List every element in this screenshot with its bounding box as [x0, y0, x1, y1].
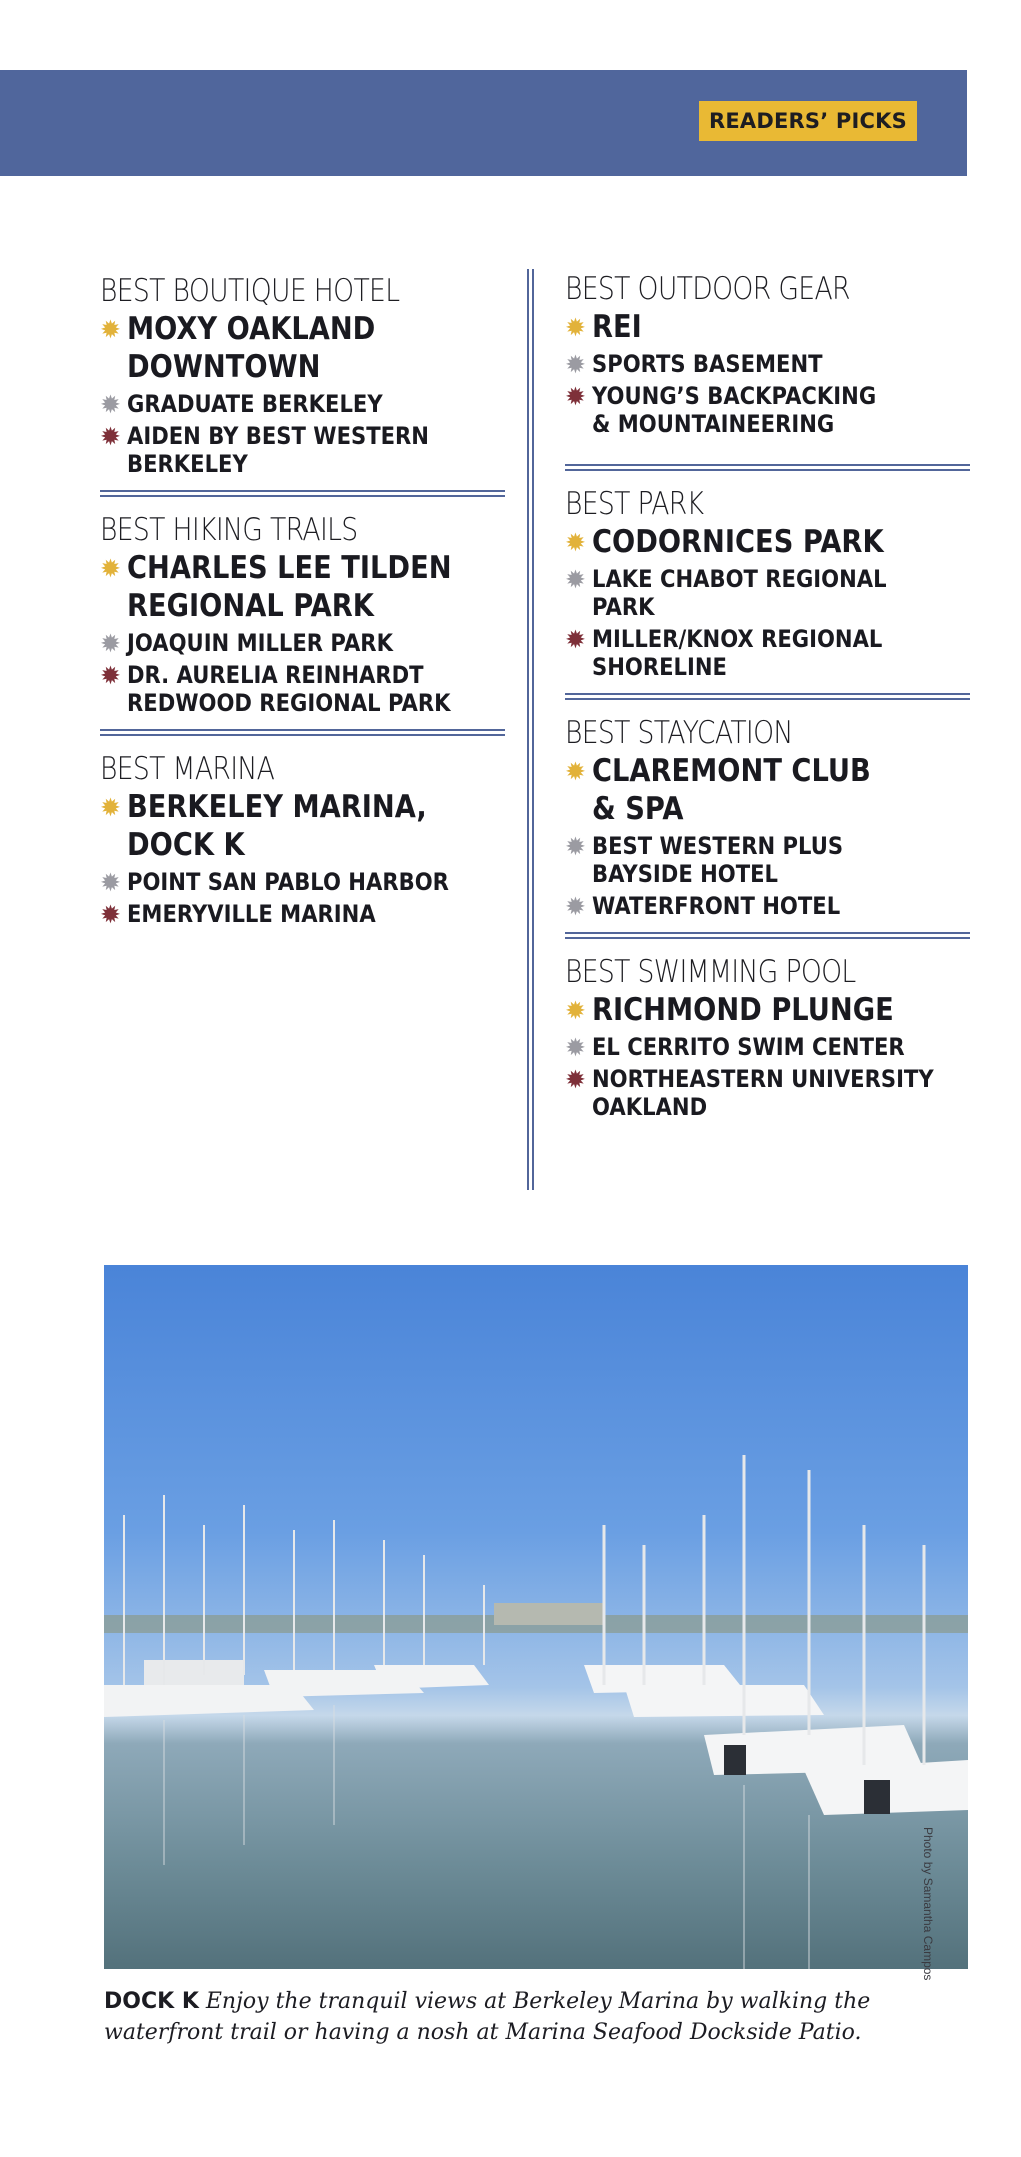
readers-picks-badge: READERS’ PICKS [699, 101, 917, 141]
winner-bronze: ✹ MILLER/KNOX REGIONAL SHORELINE [565, 625, 883, 681]
photo-caption [104, 1986, 966, 2048]
bronze-star-icon: ✹ [100, 661, 121, 690]
divider [565, 693, 970, 700]
category-title: BEST STAYCATION [565, 715, 793, 751]
silver-star-icon: ✹ [565, 1033, 586, 1062]
gold-star-icon: ✹ [565, 313, 586, 342]
winner-silver-second: ✹ WATERFRONT HOTEL [565, 892, 841, 921]
category-title: BEST OUTDOOR GEAR [565, 271, 850, 307]
bronze-star-icon: ✹ [100, 900, 121, 929]
caption-lead: DOCK K [104, 1989, 199, 2014]
bronze-star-icon: ✹ [565, 625, 586, 654]
divider [100, 729, 505, 736]
winner-gold: ✹ CHARLES LEE TILDEN REGIONAL PARK [100, 550, 452, 624]
winner-silver: ✹ POINT SAN PABLO HARBOR [100, 868, 449, 897]
category-title: BEST BOUTIQUE HOTEL [100, 273, 400, 309]
silver-star-icon: ✹ [100, 868, 121, 897]
gold-star-icon: ✹ [100, 554, 121, 583]
silver-star-icon: ✹ [565, 565, 586, 594]
marina-photo [104, 1265, 968, 1969]
winner-gold: ✹ BERKELEY MARINA, DOCK K [100, 789, 427, 863]
category-title: BEST HIKING TRAILS [100, 512, 358, 548]
category-title: BEST SWIMMING POOL [565, 954, 856, 990]
silver-star-icon: ✹ [100, 629, 121, 658]
divider [565, 464, 970, 471]
gold-star-icon: ✹ [565, 757, 586, 786]
divider [565, 932, 970, 939]
bronze-star-icon: ✹ [100, 422, 121, 451]
category-title: BEST PARK [565, 486, 704, 522]
marina-photo-illustration [104, 1265, 968, 1969]
category-hiking-trails [100, 511, 505, 729]
gold-star-icon: ✹ [100, 793, 121, 822]
category-boutique-hotel [100, 272, 505, 490]
category-swimming-pool [565, 953, 970, 1133]
category-outdoor-gear [565, 270, 970, 450]
winner-silver: ✹ SPORTS BASEMENT [565, 350, 823, 379]
winner-silver: ✹ GRADUATE BERKELEY [100, 390, 383, 419]
winner-bronze: ✹ NORTHEASTERN UNIVERSITY OAKLAND [565, 1065, 934, 1121]
winner-gold: ✹ REI [565, 309, 642, 345]
winner-silver: ✹ EL CERRITO SWIM CENTER [565, 1033, 905, 1062]
gold-star-icon: ✹ [565, 996, 586, 1025]
gold-star-icon: ✹ [565, 528, 586, 557]
silver-star-icon: ✹ [565, 350, 586, 379]
bronze-star-icon: ✹ [565, 382, 586, 411]
winner-bronze: ✹ AIDEN BY BEST WESTERN BERKELEY [100, 422, 429, 478]
category-marina [100, 750, 505, 940]
gold-star-icon: ✹ [100, 315, 121, 344]
winner-bronze: ✹ EMERYVILLE MARINA [100, 900, 376, 929]
divider [100, 490, 505, 497]
winner-silver: ✹ LAKE CHABOT REGIONAL PARK [565, 565, 887, 621]
silver-star-icon: ✹ [565, 832, 586, 861]
photo-credit: Photo by Samantha Campos [921, 1827, 935, 1981]
winner-gold: ✹ CODORNICES PARK [565, 524, 884, 560]
category-park [565, 485, 970, 693]
caption-body: Enjoy the tranquil views at Berkeley Marina by walking the waterfront trail or having a nosh at Marina Seafood Dockside Patio. [104, 1989, 871, 2045]
silver-star-icon: ✹ [100, 390, 121, 419]
winner-gold: ✹ CLAREMONT CLUB & SPA [565, 753, 871, 827]
right-column [565, 270, 970, 1133]
bronze-star-icon: ✹ [565, 1065, 586, 1094]
winner-bronze: ✹ DR. AURELIA REINHARDT REDWOOD REGIONAL PARK [100, 661, 451, 717]
winner-gold: ✹ RICHMOND PLUNGE [565, 992, 894, 1028]
category-staycation [565, 714, 970, 932]
winner-bronze: ✹ YOUNG’S BACKPACKING & MOUNTAINEERING [565, 382, 877, 438]
winner-silver: ✹ BEST WESTERN PLUS BAYSIDE HOTEL [565, 832, 844, 888]
column-divider [527, 269, 534, 1190]
left-column [100, 272, 505, 940]
silver-star-icon: ✹ [565, 892, 586, 921]
winner-gold: ✹ MOXY OAKLAND DOWNTOWN [100, 311, 376, 385]
winner-silver: ✹ JOAQUIN MILLER PARK [100, 629, 393, 658]
category-title: BEST MARINA [100, 751, 275, 787]
